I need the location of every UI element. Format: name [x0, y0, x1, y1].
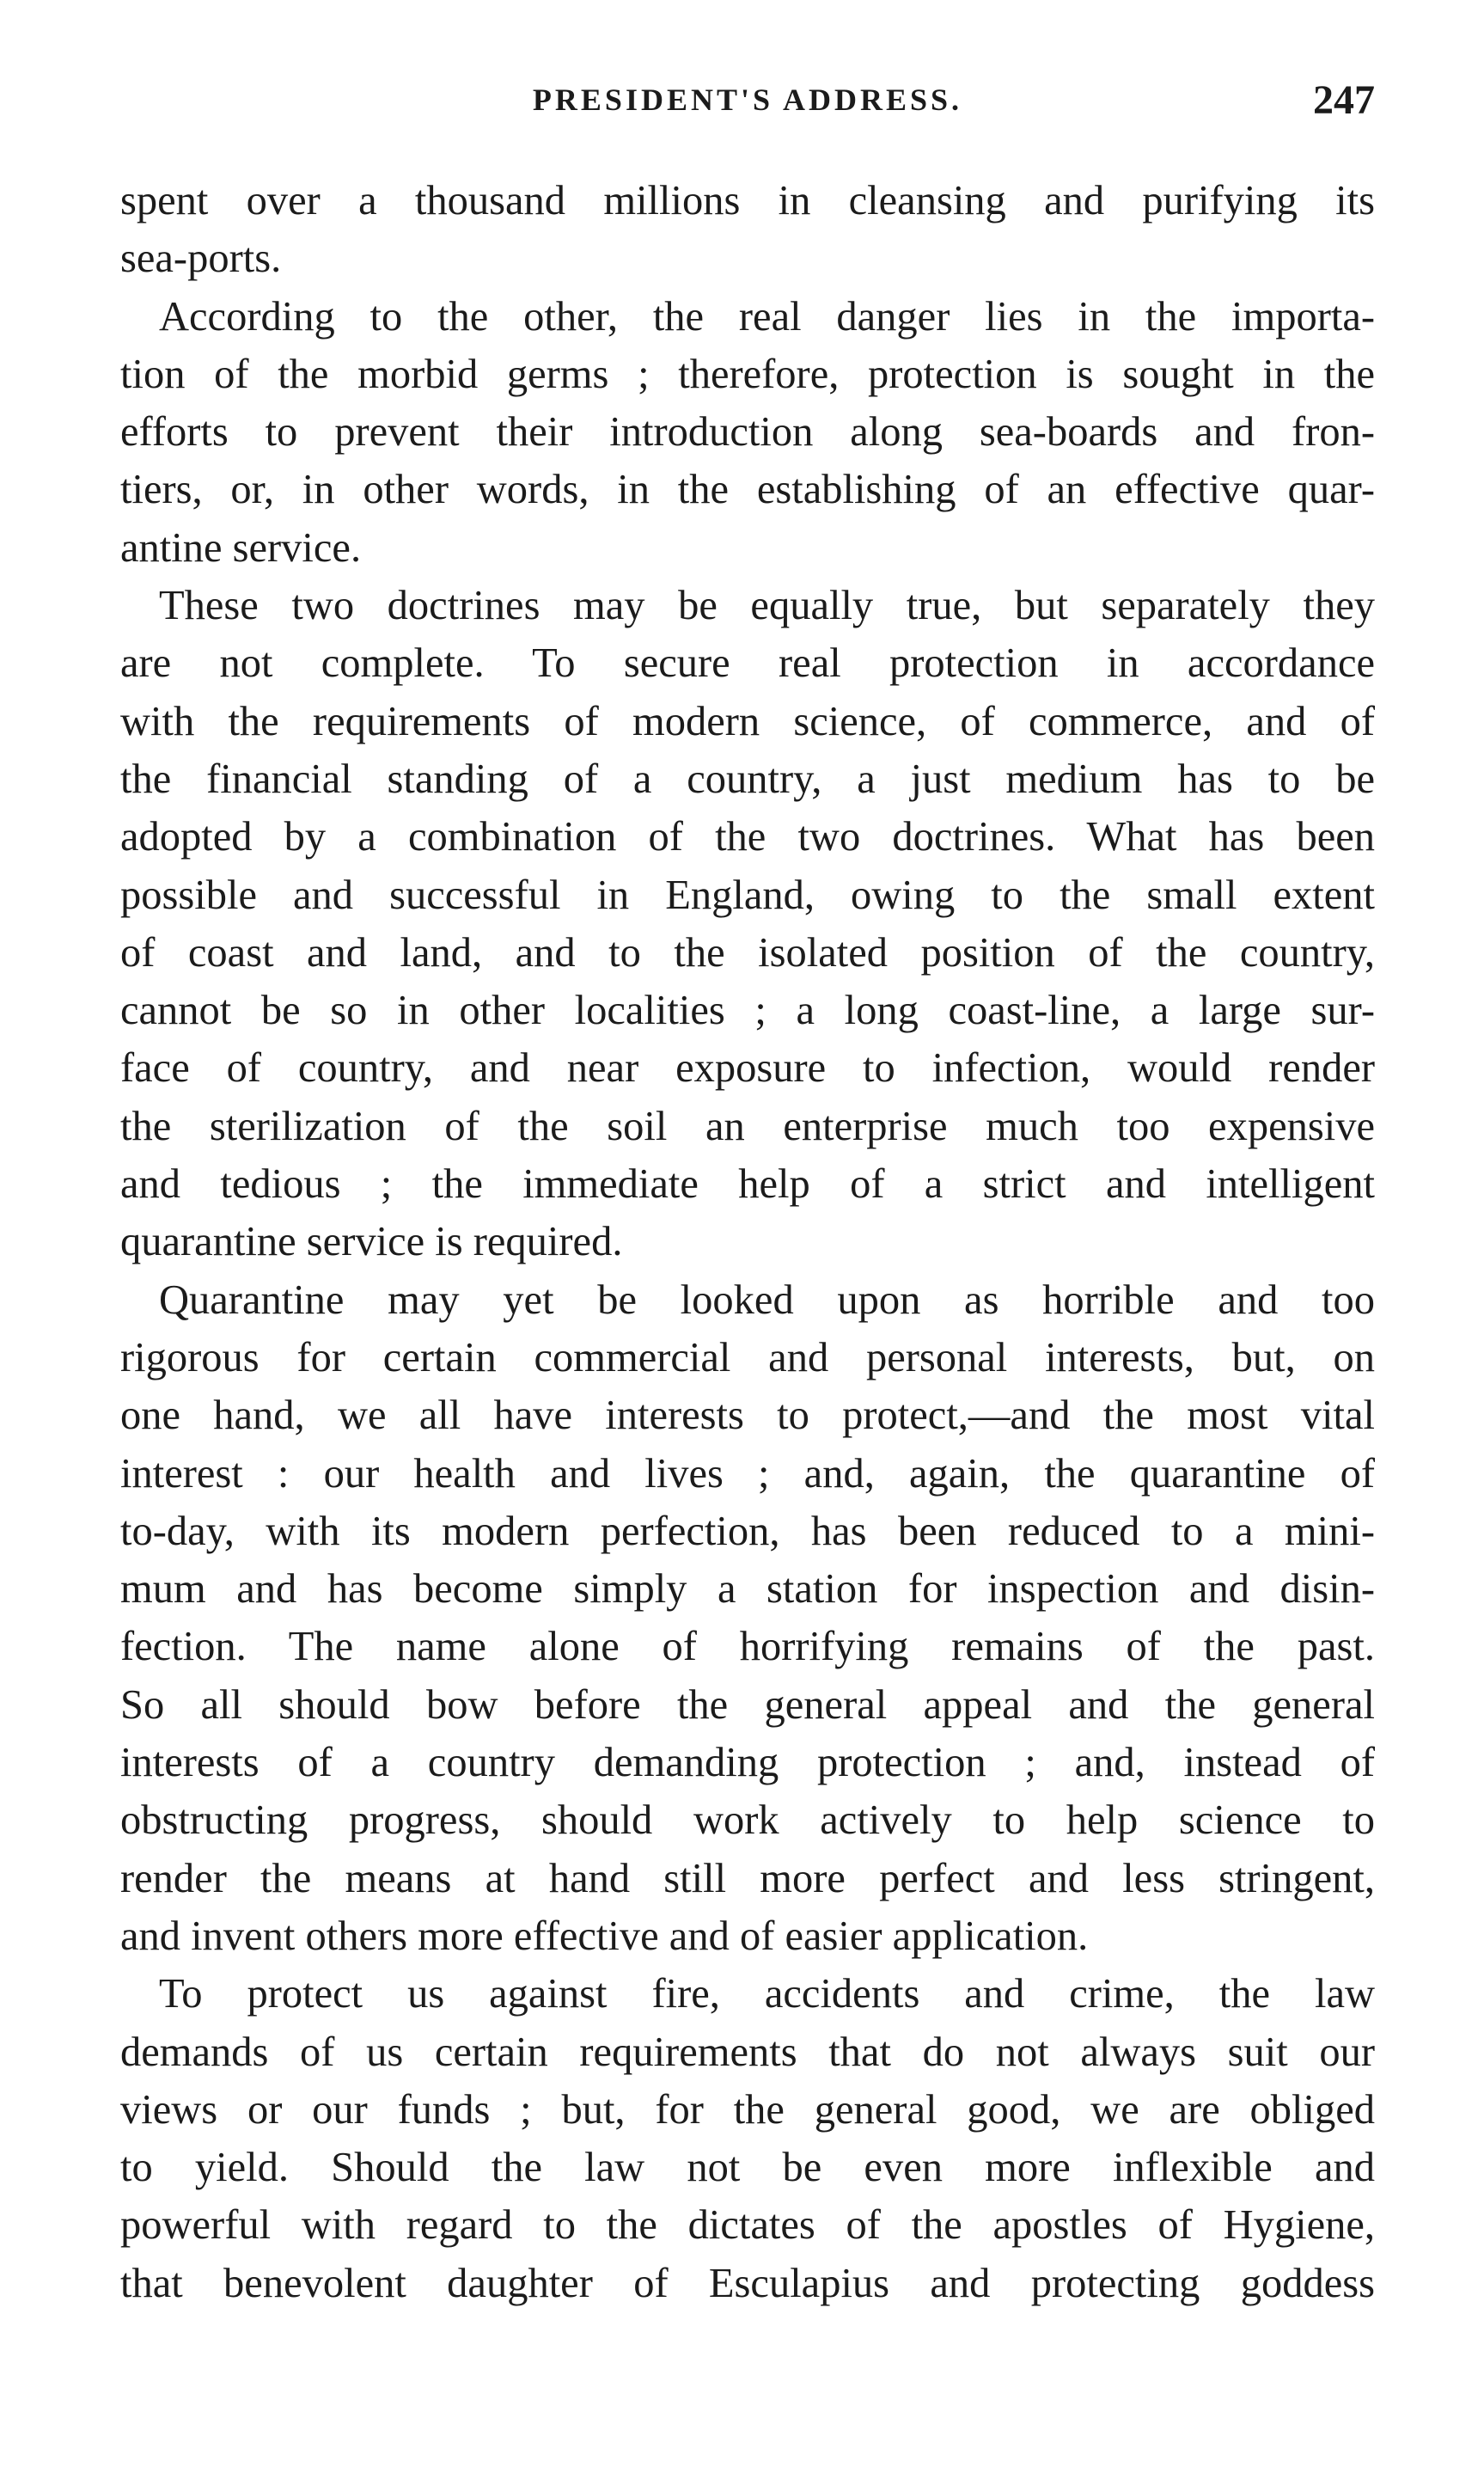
text-line: the sterilization of the soil an enterprise much too expensive: [120, 1103, 1375, 1149]
text-line: possible and successful in England, owing to the small extent: [120, 872, 1375, 918]
text-line: fection. The name alone of horrifying remains of the past.: [120, 1624, 1375, 1670]
text-line: quarantine service is required.: [120, 1219, 623, 1265]
text-line: adopted by a combination of the two doctrines. What has been: [120, 814, 1375, 860]
text-line: are not complete. To secure real protection in accordance: [120, 640, 1375, 687]
text-line: antine service.: [120, 524, 362, 571]
text-line: the financial standing of a country, a just medium has to be: [120, 756, 1375, 802]
text-line: and invent others more effective and of easier application.: [120, 1913, 1089, 1959]
text-line: with the requirements of modern science, of commerce, and of: [120, 698, 1375, 744]
text-line: rigorous for certain commercial and personal interests, but, on: [120, 1334, 1375, 1380]
text-line: So all should bow before the general appeal and the general: [120, 1681, 1375, 1728]
text-line: to yield. Should the law not be even more inflexible and: [120, 2145, 1375, 2191]
text-line: face of country, and near exposure to infection, would render: [120, 1045, 1375, 1092]
text-line: that benevolent daughter of Esculapius and protecting goddess: [120, 2260, 1375, 2306]
text-line: mum and has become simply a station for inspection and disin-: [120, 1566, 1375, 1613]
text-line: of coast and land, and to the isolated position of the country,: [120, 929, 1375, 976]
text-line: demands of us certain requirements that do not always suit our: [120, 2029, 1375, 2075]
running-head: [120, 77, 1375, 133]
text-line: spent over a thousand millions in cleansing and purifying its: [120, 178, 1375, 223]
text-line: render the means at hand still more perfect and less stringent,: [120, 1855, 1375, 1901]
text-line: interests of a country demanding protection ; and, instead of: [120, 1740, 1375, 1786]
text-line: interest : our health and lives ; and, again, the quarantine of: [120, 1450, 1375, 1497]
running-title: PRESIDENT'S ADDRESS.: [532, 83, 963, 117]
text-line: powerful with regard to the dictates of the apostles of Hygiene,: [120, 2202, 1375, 2249]
text-line: and tedious ; the immediate help of a strict and intelligent: [120, 1161, 1375, 1208]
text-line: one hand, we all have interests to protect,—and the most vital: [120, 1393, 1375, 1439]
text-line: views or our funds ; but, for the general good, we are obliged: [120, 2086, 1375, 2133]
text-line: Quarantine may yet be looked upon as horrible and too: [159, 1276, 1375, 1323]
text-line: to-day, with its modern perfection, has been reduced to a mini-: [120, 1508, 1375, 1554]
text-line: tion of the morbid germs ; therefore, protection is sought in the: [120, 351, 1375, 397]
text-line: efforts to prevent their introduction along sea-boards and fron-: [120, 409, 1375, 456]
text-line: sea-ports.: [120, 236, 282, 282]
text-line: To protect us against fire, accidents and crime, the law: [159, 1971, 1375, 2017]
body-text: [120, 172, 1375, 2312]
text-line: These two doctrines may be equally true, but separately they: [159, 583, 1375, 629]
text-line: According to the other, the real danger lies in the importa-: [159, 293, 1375, 340]
text-line: cannot be so in other localities ; a long coast-line, a large sur-: [120, 988, 1375, 1034]
text-line: tiers, or, in other words, in the establishing of an effective quar-: [120, 467, 1375, 513]
text-line: obstructing progress, should work actively to help science to: [120, 1797, 1375, 1844]
page-number: 247: [1313, 77, 1375, 123]
